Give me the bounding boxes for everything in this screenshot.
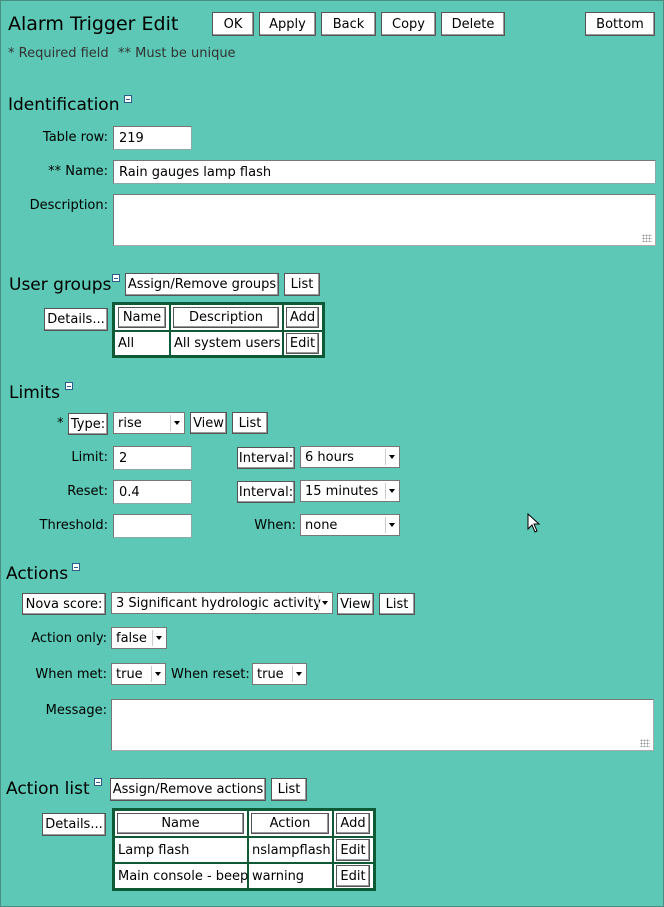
add-action-button[interactable]: Add [336,813,370,834]
table-header-name [115,811,247,836]
resize-grip-icon[interactable] [640,739,650,747]
nova-score-select[interactable] [111,592,333,614]
unique-note: ** Must be unique [118,46,236,61]
type-select[interactable] [113,412,185,434]
table-cell: All [115,332,169,355]
ok-button[interactable]: OK [212,12,254,36]
chevron-down-icon [385,517,397,533]
required-marker: * [57,416,64,431]
table-header-name [115,305,169,330]
chevron-down-icon [152,630,164,646]
action-only-value: false [116,630,147,646]
actions-details-button[interactable]: Details... [42,813,106,836]
collapse-icon[interactable] [124,95,132,103]
type-button[interactable]: Type: [68,413,108,435]
reset-label: Reset: [67,484,108,499]
sort-action-name-button[interactable]: Name [117,813,244,834]
collapse-icon[interactable] [112,274,120,282]
nova-view-button[interactable]: View [337,593,374,615]
limit-interval-select[interactable] [300,446,400,468]
delete-button[interactable]: Delete [441,12,505,36]
threshold-field[interactable] [113,514,192,538]
nova-list-button[interactable]: List [379,593,415,615]
reset-interval-select[interactable] [300,480,400,502]
chevron-down-icon [170,415,182,431]
type-view-button[interactable]: View [190,412,227,434]
collapse-icon[interactable] [94,778,102,786]
table-cell: Lamp flash [115,838,247,862]
table-cell [334,864,373,888]
collapse-icon[interactable] [65,382,73,390]
table-row-field[interactable]: 219 [113,126,192,150]
groups-details-button[interactable]: Details... [44,308,108,331]
action-only-label: Action only: [31,631,107,646]
table-header-add [284,305,322,330]
limit-field[interactable]: 2 [113,446,192,470]
resize-grip-icon[interactable] [642,234,652,242]
page-title: Alarm Trigger Edit [8,13,179,35]
chevron-down-icon [385,449,397,465]
limits-heading: Limits [9,383,60,403]
chevron-down-icon [385,483,397,499]
when-select-value: none [305,517,338,533]
back-button[interactable]: Back [321,12,376,36]
identification-heading: Identification [8,95,120,115]
assign-groups-button[interactable]: Assign/Remove groups [125,273,279,296]
when-met-select[interactable] [111,663,166,685]
reset-interval-value: 15 minutes [305,483,379,499]
message-label: Message: [45,703,107,718]
edit-group-button[interactable]: Edit [286,333,319,354]
type-select-value: rise [118,415,142,431]
type-list-button[interactable]: List [232,412,268,434]
chevron-down-icon [292,666,304,682]
user-groups-heading: User groups [9,275,112,295]
copy-button[interactable]: Copy [381,12,436,36]
collapse-icon[interactable] [72,563,80,571]
table-header-add [334,811,373,836]
description-label: Description: [29,198,108,213]
sort-description-button[interactable]: Description [173,307,279,328]
required-note: * Required field [8,46,109,61]
name-label: ** Name: [48,164,108,179]
action-list-heading: Action list [6,779,90,799]
chevron-down-icon [318,595,330,611]
threshold-label: Threshold: [39,518,108,533]
limit-interval-button[interactable]: Interval: [237,447,295,469]
add-group-button[interactable]: Add [286,307,319,328]
table-cell [334,838,373,862]
limit-interval-value: 6 hours [305,449,354,465]
when-reset-select[interactable] [252,663,307,685]
table-cell: nslampflash [249,838,332,862]
actions-heading: Actions [6,564,69,584]
table-cell: warning [249,864,332,888]
table-header-description [171,305,282,330]
nova-score-value: 3 Significant hydrologic activity [116,595,321,611]
assign-actions-button[interactable]: Assign/Remove actions [110,778,266,801]
mouse-cursor-icon [527,513,541,533]
edit-action-button[interactable]: Edit [336,839,370,861]
description-field[interactable] [113,194,656,246]
reset-field[interactable]: 0.4 [113,480,192,504]
when-reset-value: true [257,666,284,682]
groups-list-button[interactable]: List [284,273,320,296]
sort-name-button[interactable]: Name [118,307,166,328]
table-row-label: Table row: [42,130,108,145]
table-cell [284,332,322,355]
nova-score-button[interactable]: Nova score: [22,593,106,615]
apply-button[interactable]: Apply [259,12,316,36]
table-cell: Main console - beep [115,864,247,888]
when-met-label: When met: [35,667,107,682]
table-cell: All system users [171,332,282,355]
edit-action-button[interactable]: Edit [336,865,370,887]
table-header-action [249,811,332,836]
action-only-select[interactable] [111,627,167,649]
limit-label: Limit: [71,450,108,465]
reset-interval-button[interactable]: Interval: [237,481,295,503]
sort-action-button[interactable]: Action [251,813,329,834]
bottom-button[interactable]: Bottom [585,12,655,36]
message-field[interactable] [111,699,654,751]
when-reset-label: When reset: [171,667,250,682]
name-field[interactable]: Rain gauges lamp flash [113,160,656,184]
when-label: When: [254,518,296,533]
when-met-value: true [116,666,143,682]
actions-list-button[interactable]: List [271,778,307,801]
chevron-down-icon [151,666,163,682]
when-select[interactable] [300,514,400,536]
